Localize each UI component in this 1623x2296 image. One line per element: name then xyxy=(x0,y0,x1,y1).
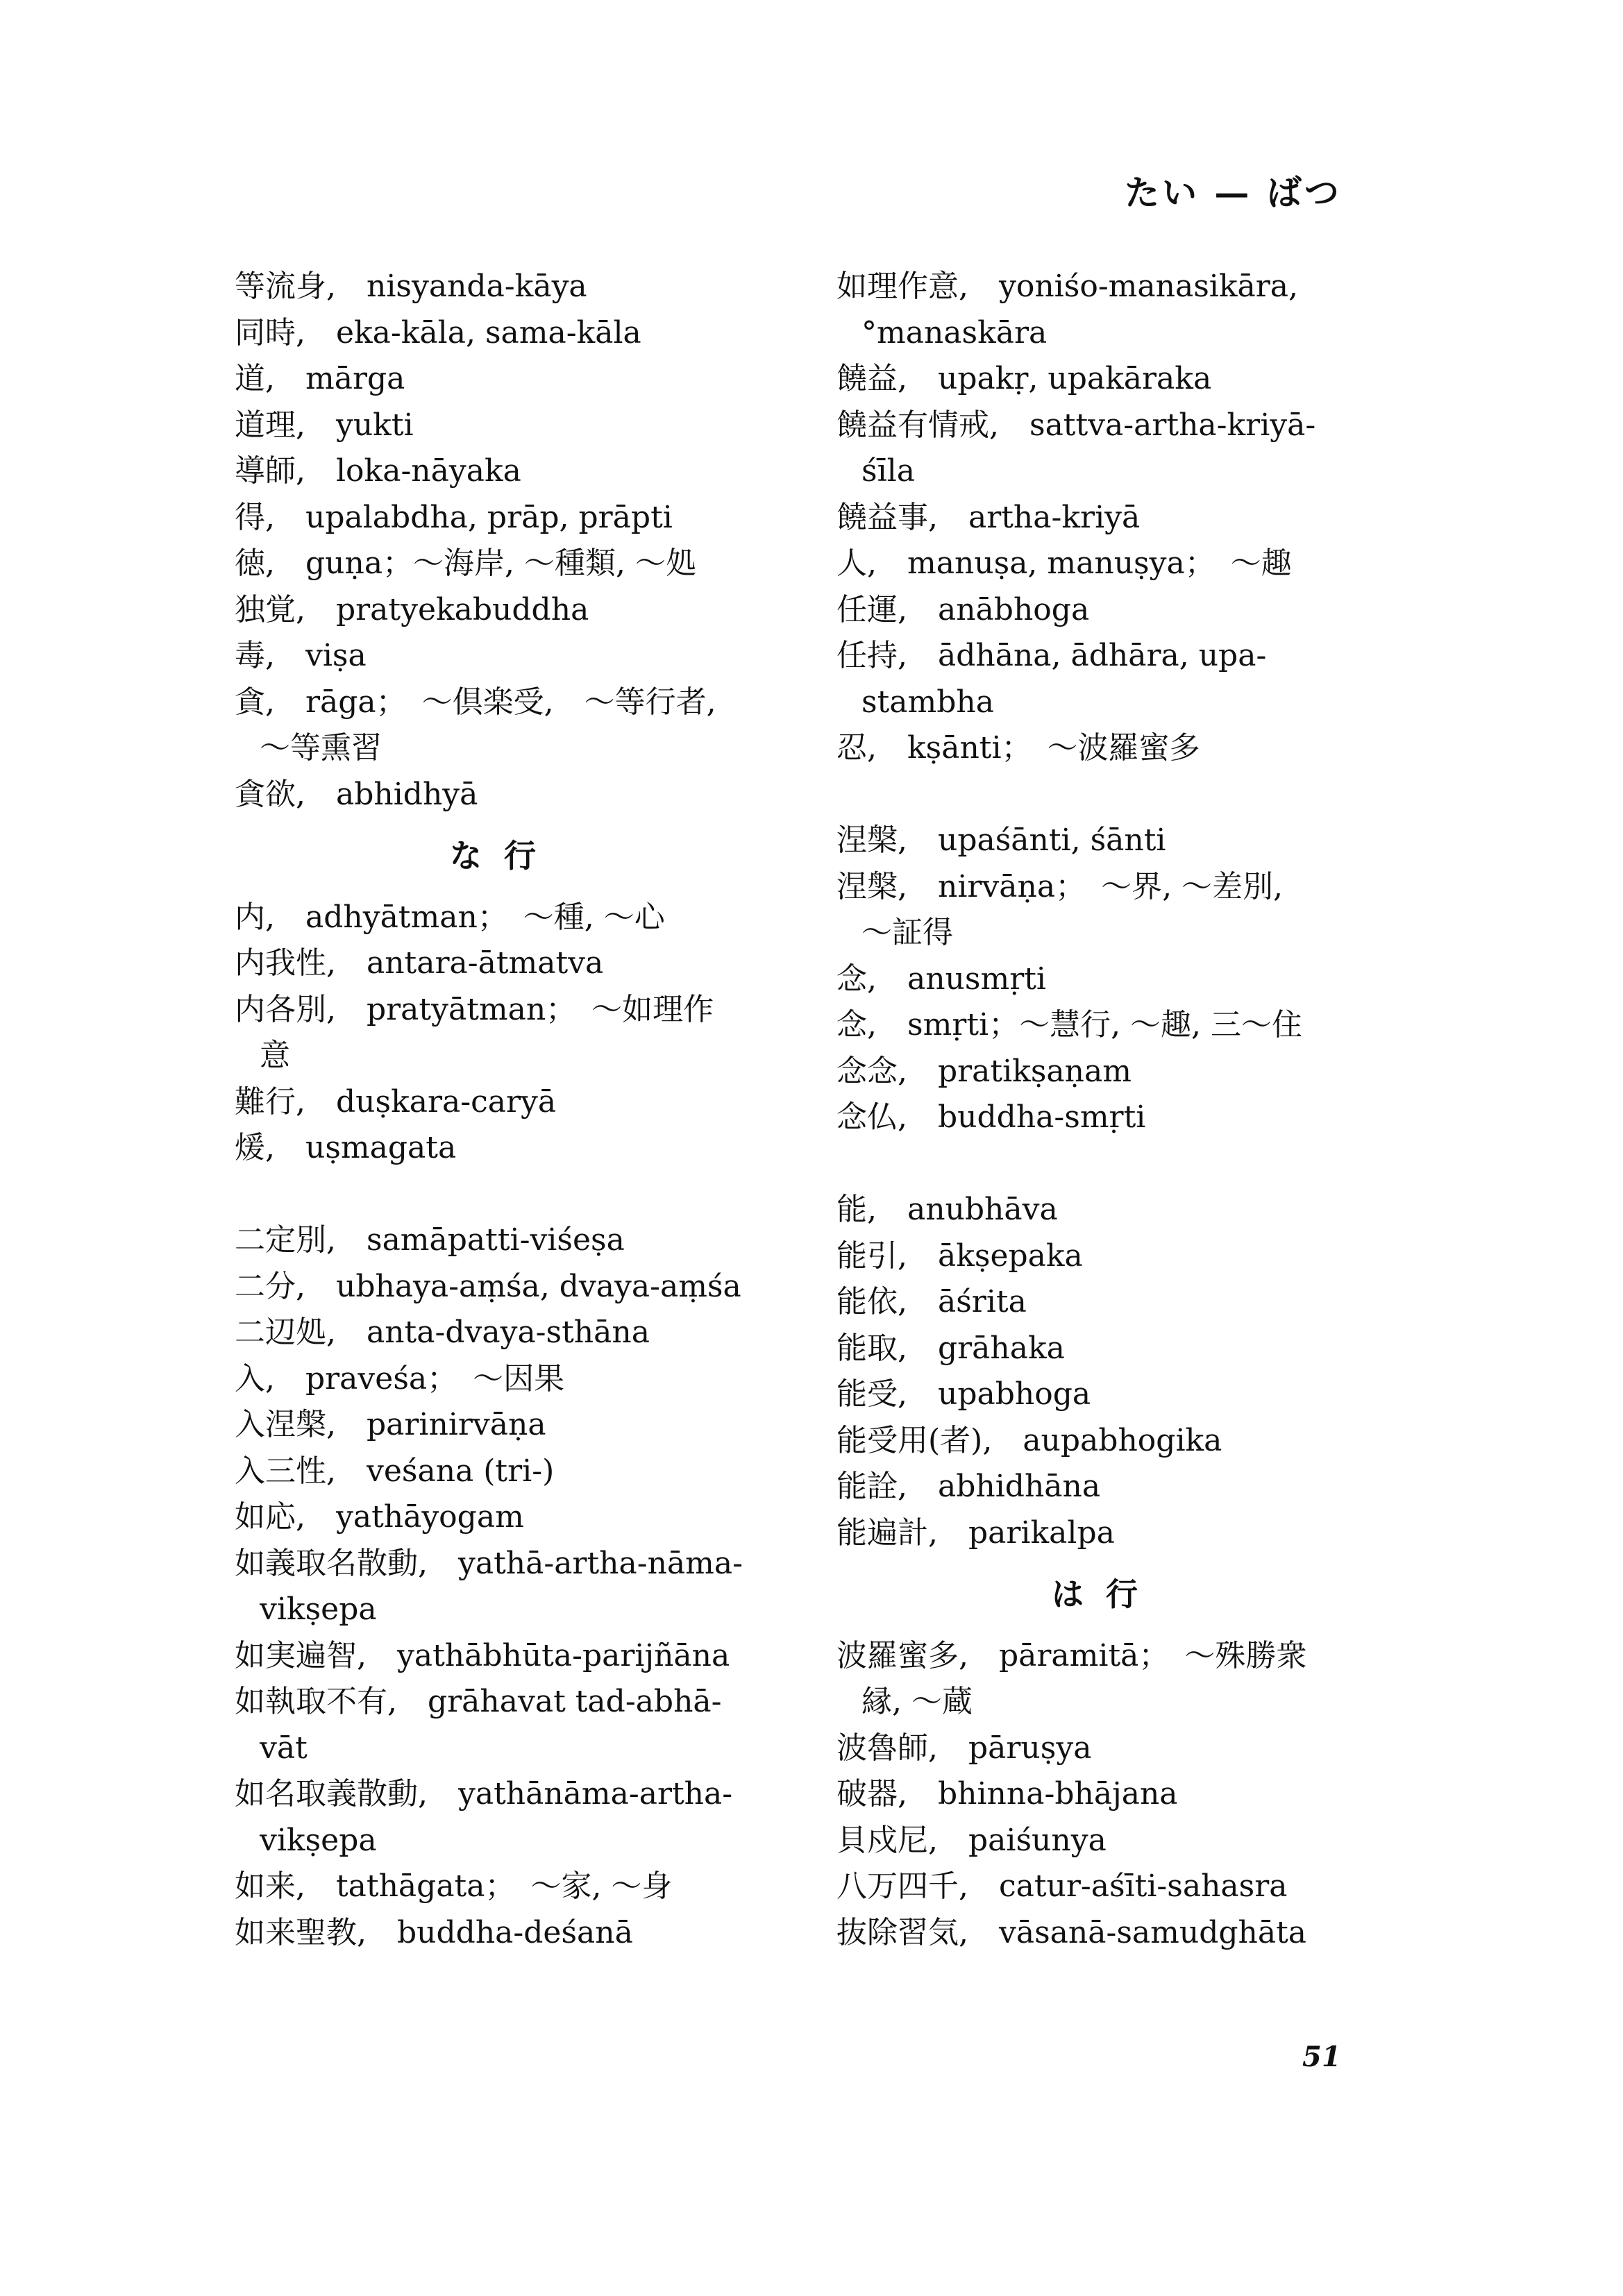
entry-continuation: ～等熏習 xyxy=(260,730,382,766)
glossary-entry: 任持, ādhāna, ādhāra, upa- xyxy=(836,638,1267,673)
glossary-entry: 入, praveśa； ～因果 xyxy=(235,1360,565,1396)
glossary-entry: 道理, yukti xyxy=(235,407,414,443)
glossary-entry: 能遍計, parikalpa xyxy=(836,1514,1115,1551)
glossary-entry: 能詮, abhidhāna xyxy=(836,1469,1101,1504)
glossary-entry: 二分, ubhaya-aṃśa, dvaya-aṃśa xyxy=(235,1268,741,1304)
glossary-entry: 導師, loka-nāyaka xyxy=(235,453,521,489)
glossary-entry: 饒益事, artha-kriyā xyxy=(836,499,1141,535)
section-heading: な 行 xyxy=(450,837,542,875)
glossary-entry: 波魯師, pāruṣya xyxy=(836,1730,1092,1766)
entry-continuation: °manaskāra xyxy=(861,314,1048,351)
entry-continuation: 縁, ～蔵 xyxy=(861,1684,973,1719)
entry-continuation: stambha xyxy=(861,684,994,720)
right-column xyxy=(836,264,1461,1956)
glossary-entry: 忍, kṣānti； ～波羅蜜多 xyxy=(836,730,1200,766)
glossary-entry: 二辺処, anta-dvaya-sthāna xyxy=(235,1315,650,1350)
entry-continuation: vikṣepa xyxy=(260,1822,377,1858)
spacer xyxy=(836,772,1461,818)
glossary-entry: 如名取義散動, yathānāma-artha- xyxy=(235,1776,733,1812)
glossary-entry: 破器, bhinna-bhājana xyxy=(836,1776,1178,1812)
glossary-entry: 如実遍智, yathābhūta-parijñāna xyxy=(235,1637,730,1673)
glossary-entry: 如来聖教, buddha-deśanā xyxy=(235,1914,633,1950)
glossary-entry: 饒益, upakṛ, upakāraka xyxy=(836,361,1212,396)
running-head: たい — ばつ xyxy=(1125,172,1342,213)
entry-continuation: vikṣepa xyxy=(260,1592,377,1627)
glossary-entry: 能, anubhāva xyxy=(836,1192,1058,1227)
glossary-entry: 内我性, antara-ātmatva xyxy=(235,945,604,981)
glossary-entry: 念念, pratikṣaṇam xyxy=(836,1053,1132,1089)
glossary-entry: 涅槃, upaśānti, śānti xyxy=(836,822,1166,858)
entry-continuation: 意 xyxy=(260,1038,290,1073)
glossary-entry: 念, anusmṛti xyxy=(836,961,1046,997)
spacer xyxy=(235,1172,859,1218)
glossary-entry: 毒, viṣa xyxy=(235,638,367,673)
left-column xyxy=(235,264,859,1956)
glossary-entry: 独覚, pratyekabuddha xyxy=(235,591,589,627)
glossary-entry: 能受, upabhoga xyxy=(836,1376,1091,1412)
glossary-entry: 貪, rāga； ～倶楽受, ～等行者, xyxy=(235,684,716,720)
glossary-entry: 入涅槃, parinirvāṇa xyxy=(235,1407,546,1442)
glossary-entry: 能受用(者), aupabhogika xyxy=(836,1422,1222,1458)
glossary-entry: 煖, uṣmagata xyxy=(235,1130,457,1165)
entry-continuation: vāt xyxy=(260,1730,308,1766)
glossary-entry: 得, upalabdha, prāp, prāpti xyxy=(235,499,673,535)
glossary-entry: 能取, grāhaka xyxy=(836,1330,1065,1366)
glossary-entry: 同時, eka-kāla, sama-kāla xyxy=(235,314,641,351)
glossary-entry: 如義取名散動, yathā-artha-nāma- xyxy=(235,1545,743,1581)
glossary-entry: 八万四千, catur-aśīti-sahasra xyxy=(836,1868,1288,1904)
entry-continuation: śīla xyxy=(861,453,915,489)
glossary-entry: 如理作意, yoniśo-manasikāra, xyxy=(836,269,1299,304)
glossary-entry: 内, adhyātman； ～種, ～心 xyxy=(235,899,665,935)
page-number: 51 xyxy=(1302,2041,1341,2073)
glossary-entry: 念, smṛti；～慧行, ～趣, 三～住 xyxy=(836,1007,1303,1043)
entry-continuation: ～証得 xyxy=(861,915,953,950)
glossary-entry: 貝戍尼, paiśunya xyxy=(836,1822,1107,1858)
glossary-entry: 内各別, pratyātman； ～如理作 xyxy=(235,991,714,1027)
glossary-entry: 人, manuṣa, manuṣya； ～趣 xyxy=(836,546,1292,581)
glossary-entry: 如執取不有, grāhavat tad-abhā- xyxy=(235,1684,722,1719)
glossary-entry: 能依, āśrita xyxy=(836,1284,1027,1319)
glossary-entry: 波羅蜜多, pāramitā； ～殊勝衆 xyxy=(836,1637,1307,1673)
glossary-entry: 等流身, nisyanda-kāya xyxy=(235,269,587,304)
glossary-entry: 涅槃, nirvāṇa； ～界, ～差別, xyxy=(836,868,1284,904)
section-heading: は 行 xyxy=(1052,1576,1144,1613)
glossary-entry: 念仏, buddha-smṛti xyxy=(836,1099,1146,1135)
glossary-entry: 抜除習気, vāsanā-samudghāta xyxy=(836,1914,1307,1950)
glossary-entry: 徳, guṇa；～海岸, ～種類, ～処 xyxy=(235,546,697,581)
glossary-entry: 如応, yathāyogam xyxy=(235,1499,524,1535)
glossary-entry: 如来, tathāgata； ～家, ～身 xyxy=(235,1868,673,1904)
glossary-entry: 能引, ākṣepaka xyxy=(836,1238,1083,1274)
spacer xyxy=(836,1141,1461,1188)
glossary-entry: 難行, duṣkara-caryā xyxy=(235,1083,557,1120)
glossary-entry: 任運, anābhoga xyxy=(836,591,1090,627)
glossary-entry: 貪欲, abhidhyā xyxy=(235,776,478,812)
glossary-entry: 入三性, veśana (tri-) xyxy=(235,1453,555,1489)
glossary-entry: 道, mārga xyxy=(235,361,405,396)
glossary-entry: 饒益有情戒, sattva-artha-kriyā- xyxy=(836,407,1316,443)
glossary-entry: 二定別, samāpatti-viśeṣa xyxy=(235,1222,625,1258)
